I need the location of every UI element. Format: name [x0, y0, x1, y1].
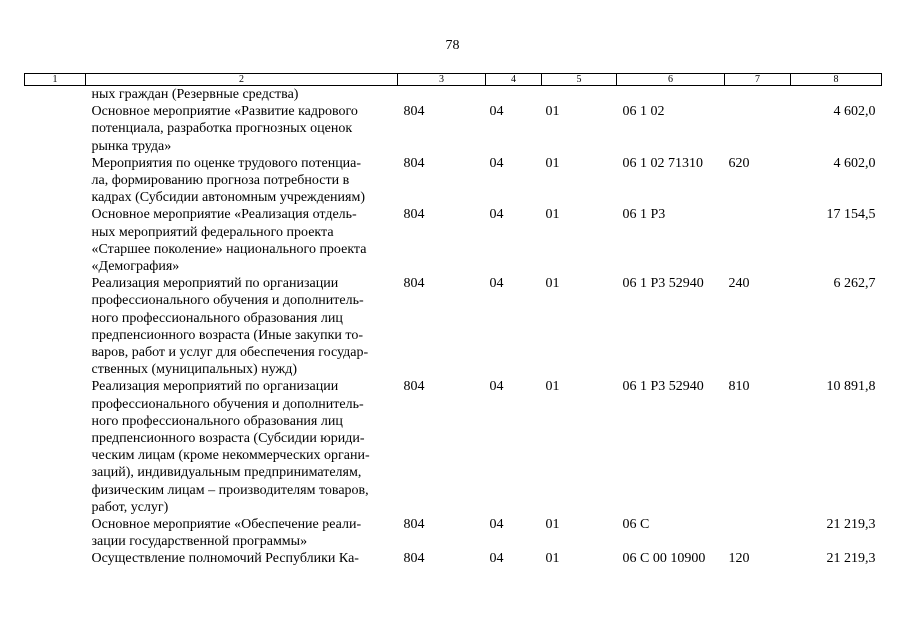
row-expense-type: 240: [728, 276, 750, 292]
description-line: «Демография»: [91, 259, 180, 275]
budget-table: [24, 73, 882, 568]
column-header: 5: [542, 74, 617, 86]
row-expense-type: [725, 206, 791, 275]
row-section-code: 04: [489, 551, 504, 567]
description-line: «Старшее поколение» национального проекта: [91, 241, 367, 257]
row-number: [25, 378, 86, 516]
row-number: [25, 550, 86, 567]
row-section-code: 04: [489, 104, 504, 120]
row-expense-type: [725, 86, 791, 104]
row-number: [25, 155, 86, 207]
description-line: ных граждан (Резервные средства): [91, 87, 299, 102]
description-line: ческим лицам (кроме некоммерческих органи-: [91, 448, 370, 464]
column-header: 2: [86, 74, 398, 86]
table-row: [25, 155, 882, 207]
description-line: Мероприятия по оценке трудового потенциа-: [91, 155, 362, 171]
row-description: [86, 378, 398, 516]
row-target-article: [617, 86, 725, 104]
table-row: [25, 86, 882, 104]
row-amount: [791, 86, 882, 104]
description-line: ственных (муниципальных) нужд): [91, 362, 297, 378]
row-description: [86, 103, 398, 155]
column-header: 4: [486, 74, 542, 86]
column-header: 6: [617, 74, 725, 86]
description-line: варов, работ и услуг для обеспечения государ-: [91, 345, 369, 361]
description-line: Реализация мероприятий по организации: [91, 379, 339, 395]
row-subsection-code: [542, 86, 617, 104]
row-ministry-code: 804: [403, 155, 425, 171]
row-expense-type: [725, 103, 791, 155]
row-subsection-code: 01: [545, 379, 560, 395]
row-number: [25, 516, 86, 550]
row-expense-type: 620: [728, 155, 750, 171]
row-description: [86, 155, 398, 207]
row-description: [86, 516, 398, 550]
column-header: 8: [791, 74, 882, 86]
row-ministry-code: 804: [403, 551, 425, 567]
row-subsection-code: 01: [545, 276, 560, 292]
row-description: [86, 275, 398, 378]
row-expense-type: [725, 516, 791, 550]
row-amount: 17 154,5: [826, 207, 876, 223]
row-target-article: 06 С 00 10900: [622, 551, 706, 567]
row-section-code: 04: [489, 379, 504, 395]
row-section-code: 04: [489, 207, 504, 223]
row-subsection-code: 01: [545, 104, 560, 120]
column-header: 3: [398, 74, 486, 86]
row-target-article: 06 1 P3: [622, 207, 666, 223]
column-header: 1: [25, 74, 86, 86]
table-body: [25, 86, 882, 568]
table-row: [25, 275, 882, 378]
row-amount: 4 602,0: [833, 155, 876, 171]
row-section-code: 04: [489, 276, 504, 292]
row-description: [86, 86, 398, 104]
description-line: работ, услуг): [91, 499, 169, 515]
row-target-article: 06 1 02 71310: [622, 155, 703, 171]
row-expense-type: 810: [728, 379, 750, 395]
description-line: ных мероприятий федерального проекта: [91, 224, 334, 240]
row-description: [86, 550, 398, 567]
description-line: Основное мероприятие «Реализация отдель-: [91, 207, 357, 223]
description-line: предпенсионного возраста (Субсидии юриди-: [91, 431, 365, 447]
table-row: [25, 550, 882, 567]
description-line: Основное мероприятие «Развитие кадрового: [91, 104, 358, 120]
row-section-code: 04: [489, 517, 504, 533]
table-row: [25, 378, 882, 516]
header-row: [25, 74, 882, 86]
row-amount: 4 602,0: [833, 104, 876, 120]
row-subsection-code: 01: [545, 207, 560, 223]
row-ministry-code: 804: [403, 104, 425, 120]
table-row: [25, 516, 882, 550]
row-target-article: 06 1 P3 52940: [622, 379, 704, 395]
row-ministry-code: 804: [403, 379, 425, 395]
description-line: профессионального обучения и дополнитель-: [91, 396, 364, 412]
row-amount: 10 891,8: [826, 379, 876, 395]
row-target-article: 06 1 02: [622, 104, 665, 120]
table-row: [25, 103, 882, 155]
row-amount: 21 219,3: [826, 517, 876, 533]
row-amount: 6 262,7: [833, 276, 876, 292]
table-row: [25, 206, 882, 275]
description-line: профессионального обучения и дополнитель-: [91, 293, 364, 309]
row-description: [86, 206, 398, 275]
column-header: 7: [725, 74, 791, 86]
row-ministry-code: 804: [403, 207, 425, 223]
row-ministry-code: 804: [403, 517, 425, 533]
description-line: кадрах (Субсидии автономным учреждениям): [91, 190, 366, 206]
description-line: ного профессионального образования лиц: [91, 413, 343, 429]
row-subsection-code: 01: [545, 517, 560, 533]
description-line: Реализация мероприятий по организации: [91, 276, 339, 292]
description-line: потенциала, разработка прогнозных оценок: [91, 121, 353, 137]
row-number: [25, 86, 86, 104]
row-section-code: [486, 86, 542, 104]
row-section-code: 04: [489, 155, 504, 171]
description-line: Осуществление полномочий Республики Ка-: [91, 551, 359, 567]
row-target-article: 06 1 P3 52940: [622, 276, 704, 292]
description-line: заций), индивидуальным предпринимателям,: [91, 465, 362, 481]
description-line: физическим лицам – производителям товаров,: [91, 482, 369, 498]
page-number: 78: [445, 38, 460, 53]
row-ministry-code: 804: [403, 276, 425, 292]
row-number: [25, 275, 86, 378]
description-line: Основное мероприятие «Обеспечение реали-: [91, 517, 362, 533]
description-line: ла, формированию прогноза потребности в: [91, 173, 350, 189]
row-subsection-code: 01: [545, 155, 560, 171]
row-expense-type: 120: [728, 551, 750, 567]
description-line: ного профессионального образования лиц: [91, 310, 343, 326]
row-amount: 21 219,3: [826, 551, 876, 567]
row-number: [25, 206, 86, 275]
description-line: рынка труда»: [91, 138, 172, 154]
row-subsection-code: 01: [545, 551, 560, 567]
row-number: [25, 103, 86, 155]
description-line: зации государственной программы»: [91, 534, 308, 550]
row-target-article: 06 С: [622, 517, 650, 533]
row-ministry-code: [398, 86, 486, 104]
description-line: предпенсионного возраста (Иные закупки то-: [91, 327, 364, 343]
